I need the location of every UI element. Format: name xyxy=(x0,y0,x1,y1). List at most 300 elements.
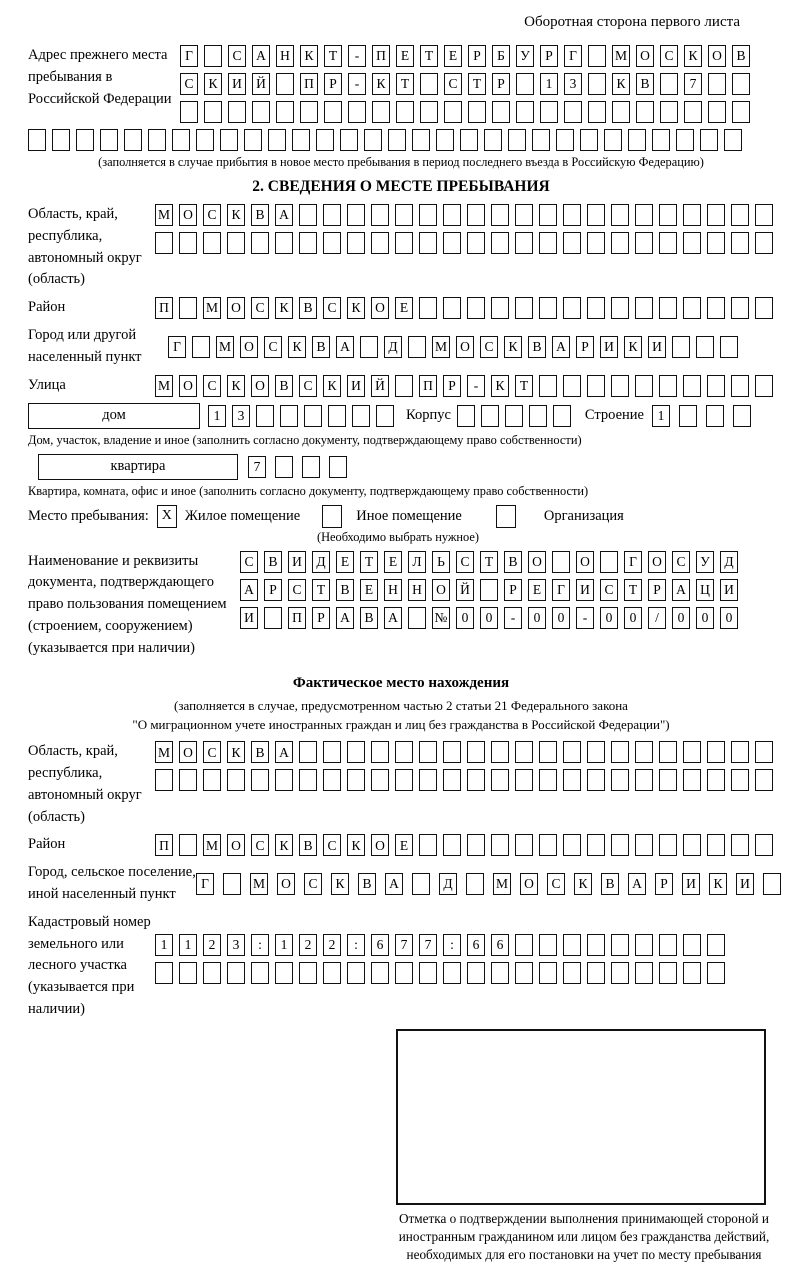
oblast-row-2[interactable] xyxy=(155,232,773,254)
char-box[interactable] xyxy=(587,769,605,791)
char-box[interactable]: Е xyxy=(395,834,413,856)
char-box[interactable] xyxy=(443,204,461,226)
char-box[interactable]: Г xyxy=(168,336,186,358)
checkbox-zhiloe[interactable]: X xyxy=(157,505,177,528)
char-box[interactable] xyxy=(659,232,677,254)
char-box[interactable] xyxy=(251,962,269,984)
char-box[interactable]: С xyxy=(299,375,317,397)
char-box[interactable] xyxy=(228,101,246,123)
char-box[interactable] xyxy=(611,232,629,254)
char-box[interactable] xyxy=(563,297,581,319)
kadastr-row-1[interactable] xyxy=(155,934,725,956)
char-box[interactable] xyxy=(412,873,430,895)
char-box[interactable] xyxy=(340,129,358,151)
char-box[interactable] xyxy=(302,456,320,478)
char-box[interactable] xyxy=(652,129,670,151)
char-box[interactable] xyxy=(443,232,461,254)
char-box[interactable] xyxy=(708,73,726,95)
char-box[interactable] xyxy=(491,962,509,984)
char-box[interactable] xyxy=(611,375,629,397)
char-box[interactable] xyxy=(529,405,547,427)
fact-oblast-row-2[interactable] xyxy=(155,769,773,791)
char-box[interactable]: К xyxy=(372,73,390,95)
char-box[interactable] xyxy=(660,101,678,123)
char-box[interactable] xyxy=(395,769,413,791)
char-box[interactable]: В xyxy=(528,336,546,358)
char-box[interactable]: Р xyxy=(492,73,510,95)
char-box[interactable] xyxy=(28,129,46,151)
char-box[interactable]: С xyxy=(323,297,341,319)
char-box[interactable] xyxy=(492,101,510,123)
doc-row-2[interactable] xyxy=(240,579,738,601)
char-box[interactable]: Т xyxy=(624,579,642,601)
prev-address-row-4[interactable] xyxy=(28,129,774,151)
char-box[interactable] xyxy=(204,101,222,123)
char-box[interactable] xyxy=(347,232,365,254)
char-box[interactable]: О xyxy=(251,375,269,397)
char-box[interactable] xyxy=(408,607,426,629)
char-box[interactable] xyxy=(420,73,438,95)
char-box[interactable] xyxy=(539,741,557,763)
char-box[interactable] xyxy=(324,101,342,123)
char-box[interactable] xyxy=(275,962,293,984)
char-box[interactable] xyxy=(660,73,678,95)
dom-number-row[interactable] xyxy=(208,405,394,427)
char-box[interactable] xyxy=(457,405,475,427)
char-box[interactable] xyxy=(755,834,773,856)
char-box[interactable] xyxy=(227,962,245,984)
char-box[interactable]: О xyxy=(227,834,245,856)
char-box[interactable] xyxy=(443,297,461,319)
char-box[interactable]: - xyxy=(576,607,594,629)
char-box[interactable]: Г xyxy=(624,551,642,573)
char-box[interactable]: 3 xyxy=(564,73,582,95)
gorod-row[interactable] xyxy=(168,336,738,358)
char-box[interactable] xyxy=(539,204,557,226)
char-box[interactable] xyxy=(395,232,413,254)
char-box[interactable] xyxy=(659,375,677,397)
char-box[interactable] xyxy=(731,741,749,763)
char-box[interactable] xyxy=(515,962,533,984)
char-box[interactable] xyxy=(100,129,118,151)
char-box[interactable]: Т xyxy=(480,551,498,573)
char-box[interactable] xyxy=(251,769,269,791)
char-box[interactable] xyxy=(515,934,533,956)
char-box[interactable] xyxy=(419,297,437,319)
dom-type-box[interactable]: дом xyxy=(28,403,200,429)
char-box[interactable]: К xyxy=(491,375,509,397)
char-box[interactable] xyxy=(563,741,581,763)
char-box[interactable] xyxy=(539,232,557,254)
char-box[interactable] xyxy=(252,101,270,123)
char-box[interactable] xyxy=(683,297,701,319)
char-box[interactable] xyxy=(564,101,582,123)
char-box[interactable]: К xyxy=(300,45,318,67)
char-box[interactable]: М xyxy=(250,873,268,895)
char-box[interactable] xyxy=(707,297,725,319)
char-box[interactable] xyxy=(196,129,214,151)
char-box[interactable] xyxy=(563,375,581,397)
char-box[interactable] xyxy=(329,456,347,478)
char-box[interactable] xyxy=(587,204,605,226)
char-box[interactable]: 0 xyxy=(696,607,714,629)
korpus-row[interactable] xyxy=(457,405,571,427)
char-box[interactable]: К xyxy=(331,873,349,895)
char-box[interactable] xyxy=(612,101,630,123)
char-box[interactable] xyxy=(443,834,461,856)
char-box[interactable]: Р xyxy=(264,579,282,601)
char-box[interactable]: О xyxy=(371,297,389,319)
fact-raion-row[interactable] xyxy=(155,834,773,856)
char-box[interactable] xyxy=(244,129,262,151)
char-box[interactable]: В xyxy=(360,607,378,629)
char-box[interactable] xyxy=(347,769,365,791)
char-box[interactable] xyxy=(587,375,605,397)
char-box[interactable]: К xyxy=(347,834,365,856)
char-box[interactable] xyxy=(443,962,461,984)
char-box[interactable] xyxy=(683,741,701,763)
char-box[interactable]: Р xyxy=(504,579,522,601)
char-box[interactable] xyxy=(203,962,221,984)
char-box[interactable] xyxy=(755,297,773,319)
char-box[interactable] xyxy=(539,834,557,856)
char-box[interactable] xyxy=(588,73,606,95)
char-box[interactable]: Е xyxy=(444,45,462,67)
char-box[interactable] xyxy=(360,336,378,358)
char-box[interactable] xyxy=(611,962,629,984)
char-box[interactable] xyxy=(179,297,197,319)
char-box[interactable] xyxy=(659,962,677,984)
char-box[interactable] xyxy=(732,73,750,95)
char-box[interactable] xyxy=(515,741,533,763)
char-box[interactable] xyxy=(275,456,293,478)
char-box[interactable] xyxy=(179,962,197,984)
char-box[interactable] xyxy=(553,405,571,427)
char-box[interactable]: Б xyxy=(492,45,510,67)
char-box[interactable] xyxy=(148,129,166,151)
char-box[interactable] xyxy=(563,232,581,254)
doc-row-1[interactable] xyxy=(240,551,738,573)
char-box[interactable] xyxy=(444,101,462,123)
char-box[interactable]: Р xyxy=(655,873,673,895)
char-box[interactable] xyxy=(539,962,557,984)
char-box[interactable] xyxy=(491,297,509,319)
char-box[interactable]: А xyxy=(336,336,354,358)
char-box[interactable] xyxy=(563,962,581,984)
char-box[interactable] xyxy=(732,101,750,123)
char-box[interactable] xyxy=(491,834,509,856)
kvartira-type-box[interactable]: квартира xyxy=(38,454,238,480)
char-box[interactable]: Е xyxy=(396,45,414,67)
char-box[interactable]: П xyxy=(372,45,390,67)
char-box[interactable]: 3 xyxy=(227,934,245,956)
char-box[interactable] xyxy=(683,962,701,984)
char-box[interactable]: О xyxy=(227,297,245,319)
char-box[interactable]: 7 xyxy=(684,73,702,95)
char-box[interactable] xyxy=(443,769,461,791)
char-box[interactable] xyxy=(539,934,557,956)
char-box[interactable]: В xyxy=(358,873,376,895)
char-box[interactable]: К xyxy=(684,45,702,67)
char-box[interactable]: Т xyxy=(360,551,378,573)
char-box[interactable] xyxy=(731,297,749,319)
char-box[interactable] xyxy=(731,834,749,856)
ulitsa-row[interactable] xyxy=(155,375,773,397)
char-box[interactable] xyxy=(280,405,298,427)
char-box[interactable] xyxy=(155,232,173,254)
char-box[interactable]: А xyxy=(384,607,402,629)
char-box[interactable] xyxy=(220,129,238,151)
char-box[interactable]: 0 xyxy=(480,607,498,629)
char-box[interactable] xyxy=(587,741,605,763)
char-box[interactable] xyxy=(611,204,629,226)
char-box[interactable]: М xyxy=(612,45,630,67)
char-box[interactable] xyxy=(484,129,502,151)
char-box[interactable]: И xyxy=(682,873,700,895)
char-box[interactable]: С xyxy=(203,741,221,763)
char-box[interactable]: К xyxy=(323,375,341,397)
char-box[interactable]: Ц xyxy=(696,579,714,601)
char-box[interactable] xyxy=(659,204,677,226)
char-box[interactable]: К xyxy=(227,741,245,763)
char-box[interactable] xyxy=(323,204,341,226)
char-box[interactable] xyxy=(419,741,437,763)
char-box[interactable] xyxy=(580,129,598,151)
char-box[interactable]: 1 xyxy=(275,934,293,956)
char-box[interactable] xyxy=(540,101,558,123)
char-box[interactable] xyxy=(552,551,570,573)
char-box[interactable] xyxy=(636,101,654,123)
char-box[interactable]: П xyxy=(155,297,173,319)
char-box[interactable]: В xyxy=(504,551,522,573)
char-box[interactable]: В xyxy=(251,741,269,763)
char-box[interactable] xyxy=(563,204,581,226)
char-box[interactable] xyxy=(755,769,773,791)
char-box[interactable]: М xyxy=(155,375,173,397)
char-box[interactable] xyxy=(587,962,605,984)
char-box[interactable] xyxy=(733,405,751,427)
char-box[interactable]: С xyxy=(480,336,498,358)
char-box[interactable] xyxy=(684,101,702,123)
char-box[interactable]: В xyxy=(636,73,654,95)
char-box[interactable]: П xyxy=(419,375,437,397)
char-box[interactable] xyxy=(299,741,317,763)
char-box[interactable] xyxy=(635,934,653,956)
char-box[interactable] xyxy=(611,834,629,856)
char-box[interactable]: И xyxy=(576,579,594,601)
char-box[interactable]: Г xyxy=(196,873,214,895)
char-box[interactable] xyxy=(659,769,677,791)
char-box[interactable]: Л xyxy=(408,551,426,573)
char-box[interactable]: В xyxy=(264,551,282,573)
char-box[interactable] xyxy=(347,962,365,984)
char-box[interactable] xyxy=(328,405,346,427)
char-box[interactable] xyxy=(635,204,653,226)
char-box[interactable]: П xyxy=(288,607,306,629)
char-box[interactable]: - xyxy=(504,607,522,629)
char-box[interactable] xyxy=(611,297,629,319)
char-box[interactable] xyxy=(227,232,245,254)
char-box[interactable] xyxy=(420,101,438,123)
raion-row[interactable] xyxy=(155,297,773,319)
char-box[interactable]: С xyxy=(304,873,322,895)
char-box[interactable]: Р xyxy=(540,45,558,67)
char-box[interactable]: Т xyxy=(312,579,330,601)
char-box[interactable] xyxy=(731,375,749,397)
char-box[interactable] xyxy=(395,962,413,984)
char-box[interactable] xyxy=(563,834,581,856)
char-box[interactable]: О xyxy=(179,741,197,763)
char-box[interactable] xyxy=(516,101,534,123)
char-box[interactable]: О xyxy=(432,579,450,601)
char-box[interactable] xyxy=(611,769,629,791)
char-box[interactable]: 1 xyxy=(155,934,173,956)
char-box[interactable]: М xyxy=(216,336,234,358)
char-box[interactable]: 1 xyxy=(179,934,197,956)
char-box[interactable]: И xyxy=(600,336,618,358)
char-box[interactable]: И xyxy=(347,375,365,397)
char-box[interactable]: Г xyxy=(180,45,198,67)
char-box[interactable] xyxy=(720,336,738,358)
doc-row-3[interactable] xyxy=(240,607,738,629)
char-box[interactable]: 0 xyxy=(528,607,546,629)
char-box[interactable] xyxy=(124,129,142,151)
char-box[interactable]: Т xyxy=(515,375,533,397)
char-box[interactable]: Е xyxy=(360,579,378,601)
char-box[interactable]: В xyxy=(275,375,293,397)
char-box[interactable] xyxy=(419,962,437,984)
char-box[interactable] xyxy=(467,232,485,254)
char-box[interactable]: С xyxy=(600,579,618,601)
char-box[interactable] xyxy=(635,769,653,791)
char-box[interactable]: М xyxy=(155,204,173,226)
char-box[interactable] xyxy=(706,405,724,427)
char-box[interactable]: Д xyxy=(439,873,457,895)
char-box[interactable] xyxy=(364,129,382,151)
char-box[interactable]: А xyxy=(275,741,293,763)
char-box[interactable] xyxy=(672,336,690,358)
char-box[interactable]: С xyxy=(180,73,198,95)
char-box[interactable]: 1 xyxy=(540,73,558,95)
char-box[interactable]: О xyxy=(179,375,197,397)
prev-address-row-1[interactable] xyxy=(180,45,750,67)
char-box[interactable]: К xyxy=(227,204,245,226)
char-box[interactable] xyxy=(563,934,581,956)
char-box[interactable] xyxy=(467,834,485,856)
char-box[interactable] xyxy=(316,129,334,151)
char-box[interactable] xyxy=(532,129,550,151)
char-box[interactable]: С xyxy=(444,73,462,95)
char-box[interactable]: 2 xyxy=(323,934,341,956)
char-box[interactable]: И xyxy=(736,873,754,895)
char-box[interactable]: В xyxy=(299,834,317,856)
char-box[interactable]: О xyxy=(277,873,295,895)
char-box[interactable]: К xyxy=(275,834,293,856)
char-box[interactable] xyxy=(635,232,653,254)
char-box[interactable] xyxy=(419,204,437,226)
char-box[interactable] xyxy=(371,232,389,254)
char-box[interactable]: Н xyxy=(276,45,294,67)
char-box[interactable]: 0 xyxy=(672,607,690,629)
char-box[interactable]: Е xyxy=(395,297,413,319)
char-box[interactable]: С xyxy=(240,551,258,573)
char-box[interactable]: П xyxy=(300,73,318,95)
char-box[interactable]: В xyxy=(732,45,750,67)
char-box[interactable]: А xyxy=(252,45,270,67)
char-box[interactable] xyxy=(276,73,294,95)
char-box[interactable]: А xyxy=(240,579,258,601)
char-box[interactable]: Г xyxy=(552,579,570,601)
char-box[interactable]: Д xyxy=(384,336,402,358)
char-box[interactable] xyxy=(395,375,413,397)
char-box[interactable] xyxy=(683,769,701,791)
char-box[interactable]: К xyxy=(709,873,727,895)
char-box[interactable] xyxy=(683,204,701,226)
prev-address-row-2[interactable] xyxy=(180,73,750,95)
char-box[interactable] xyxy=(755,741,773,763)
char-box[interactable] xyxy=(683,232,701,254)
char-box[interactable] xyxy=(223,873,241,895)
char-box[interactable] xyxy=(467,741,485,763)
char-box[interactable]: Д xyxy=(312,551,330,573)
char-box[interactable] xyxy=(696,336,714,358)
char-box[interactable]: Р xyxy=(576,336,594,358)
char-box[interactable]: Т xyxy=(468,73,486,95)
char-box[interactable] xyxy=(707,375,725,397)
char-box[interactable]: С xyxy=(672,551,690,573)
char-box[interactable]: Й xyxy=(371,375,389,397)
char-box[interactable] xyxy=(352,405,370,427)
char-box[interactable] xyxy=(731,769,749,791)
kadastr-row-2[interactable] xyxy=(155,962,725,984)
char-box[interactable] xyxy=(611,934,629,956)
char-box[interactable]: В xyxy=(299,297,317,319)
char-box[interactable] xyxy=(724,129,742,151)
char-box[interactable]: Н xyxy=(408,579,426,601)
char-box[interactable]: О xyxy=(456,336,474,358)
char-box[interactable] xyxy=(276,101,294,123)
char-box[interactable]: К xyxy=(624,336,642,358)
char-box[interactable] xyxy=(659,934,677,956)
char-box[interactable]: К xyxy=(275,297,293,319)
char-box[interactable] xyxy=(371,962,389,984)
char-box[interactable]: С xyxy=(251,297,269,319)
char-box[interactable]: 2 xyxy=(299,934,317,956)
char-box[interactable]: Р xyxy=(324,73,342,95)
char-box[interactable]: И xyxy=(720,579,738,601)
char-box[interactable]: К xyxy=(612,73,630,95)
char-box[interactable] xyxy=(587,297,605,319)
char-box[interactable] xyxy=(371,769,389,791)
char-box[interactable]: И xyxy=(288,551,306,573)
fact-gorod-row[interactable] xyxy=(196,873,781,895)
char-box[interactable] xyxy=(419,232,437,254)
char-box[interactable] xyxy=(588,101,606,123)
char-box[interactable]: О xyxy=(179,204,197,226)
char-box[interactable] xyxy=(275,769,293,791)
char-box[interactable]: : xyxy=(251,934,269,956)
char-box[interactable]: 0 xyxy=(624,607,642,629)
char-box[interactable] xyxy=(700,129,718,151)
char-box[interactable] xyxy=(467,769,485,791)
char-box[interactable]: О xyxy=(240,336,258,358)
char-box[interactable]: Т xyxy=(324,45,342,67)
char-box[interactable] xyxy=(323,232,341,254)
char-box[interactable] xyxy=(731,204,749,226)
char-box[interactable]: А xyxy=(628,873,646,895)
char-box[interactable] xyxy=(491,741,509,763)
char-box[interactable]: 1 xyxy=(652,405,670,427)
